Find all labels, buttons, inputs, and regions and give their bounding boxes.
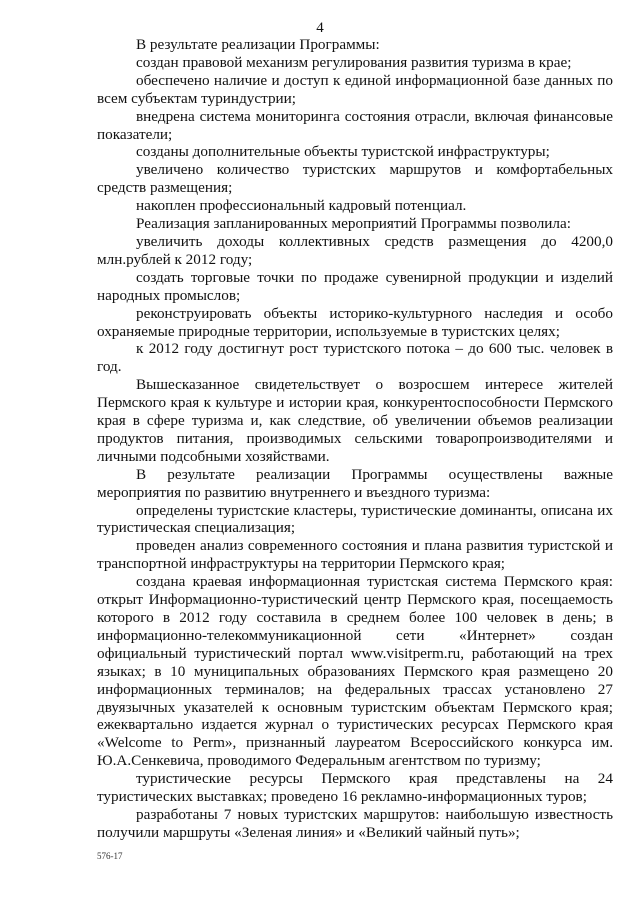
- paragraph: обеспечено наличие и доступ к единой информационной базе данных по всем субъектам туриндустрии;: [97, 71, 613, 107]
- paragraph: В результате реализации Программы:: [136, 36, 380, 53]
- paragraph: создать торговые точки по продаже сувенирной продукции и изделий народных промыслов;: [97, 268, 613, 304]
- paragraph: туристические ресурсы Пермского края представлены на 24 туристических выставках; проведено 16 рекламно-информационных туров;: [97, 770, 613, 806]
- paragraph: к 2012 году достигнут рост туристского потока – до 600 тыс. человек в год.: [97, 340, 613, 376]
- paragraph: создан правовой механизм регулирования развития туризма в крае;: [136, 53, 572, 71]
- paragraph: увеличено количество туристских маршрутов и комфортабельных средств размещения;: [97, 161, 613, 197]
- paragraph: создана краевая информационная туристская система Пермского края: открыт Информационно-туристический центр Пермского края, посещаемость которого в 2012 году составила в среднем более 100 человек в день; в информационно-телекоммуникационной сети «Интернет» создан официальный туристический портал www.visitperm.ru, работающий на трех языках; в 10 муниципальных образованиях Пермского края размещено 20 информационных терминалов; на федеральных трассах установлено 27 двуязычных указателей к основным туристским объектам Пермского края; ежеквартально издается журнал о туристических ресурсах Пермского края «Welcome to Perm», признанный лауреатом Всероссийского конкурса им. Ю.А.Сенкевича, проводимого Федеральным агентством по туризму;: [97, 573, 613, 770]
- paragraph: Реализация запланированных мероприятий Программы позволила:: [136, 215, 571, 233]
- paragraph: В результате реализации Программы осуществлены важные мероприятия по развитию внутреннего и въездного туризма:: [97, 465, 613, 501]
- paragraph: Вышесказанное свидетельствует о возросшем интересе жителей Пермского края к культуре и истории края, конкурентоспособности Пермского края в сфере туризма и, как следствие, об увеличении объемов реализации продуктов питания, производимых сельскими товаропроизводителями и личными подсобными хозяйствами.: [97, 376, 613, 465]
- paragraph: созданы дополнительные объекты туристской инфраструктуры;: [136, 143, 550, 161]
- paragraph: реконструировать объекты историко-культурного наследия и особо охраняемые природные территории, используемые в туристских целях;: [97, 304, 613, 340]
- document-body: [97, 36, 613, 842]
- paragraph: проведен анализ современного состояния и плана развития туристской и транспортной инфраструктуры на территории Пермского края;: [97, 537, 613, 573]
- document-code: 576-17: [97, 851, 123, 861]
- page-number: 4: [316, 20, 324, 36]
- paragraph: определены туристские кластеры, туристические доминанты, описана их туристическая специализация;: [97, 501, 613, 537]
- paragraph: разработаны 7 новых туристских маршрутов: наибольшую известность получили маршруты «Зеленая линия» и «Великий чайный путь»;: [97, 805, 613, 841]
- paragraph: увеличить доходы коллективных средств размещения до 4200,0 млн.рублей к 2012 году;: [97, 232, 613, 268]
- paragraph: накоплен профессиональный кадровый потенциал.: [136, 197, 467, 215]
- paragraph: внедрена система мониторинга состояния отрасли, включая финансовые показатели;: [97, 107, 613, 143]
